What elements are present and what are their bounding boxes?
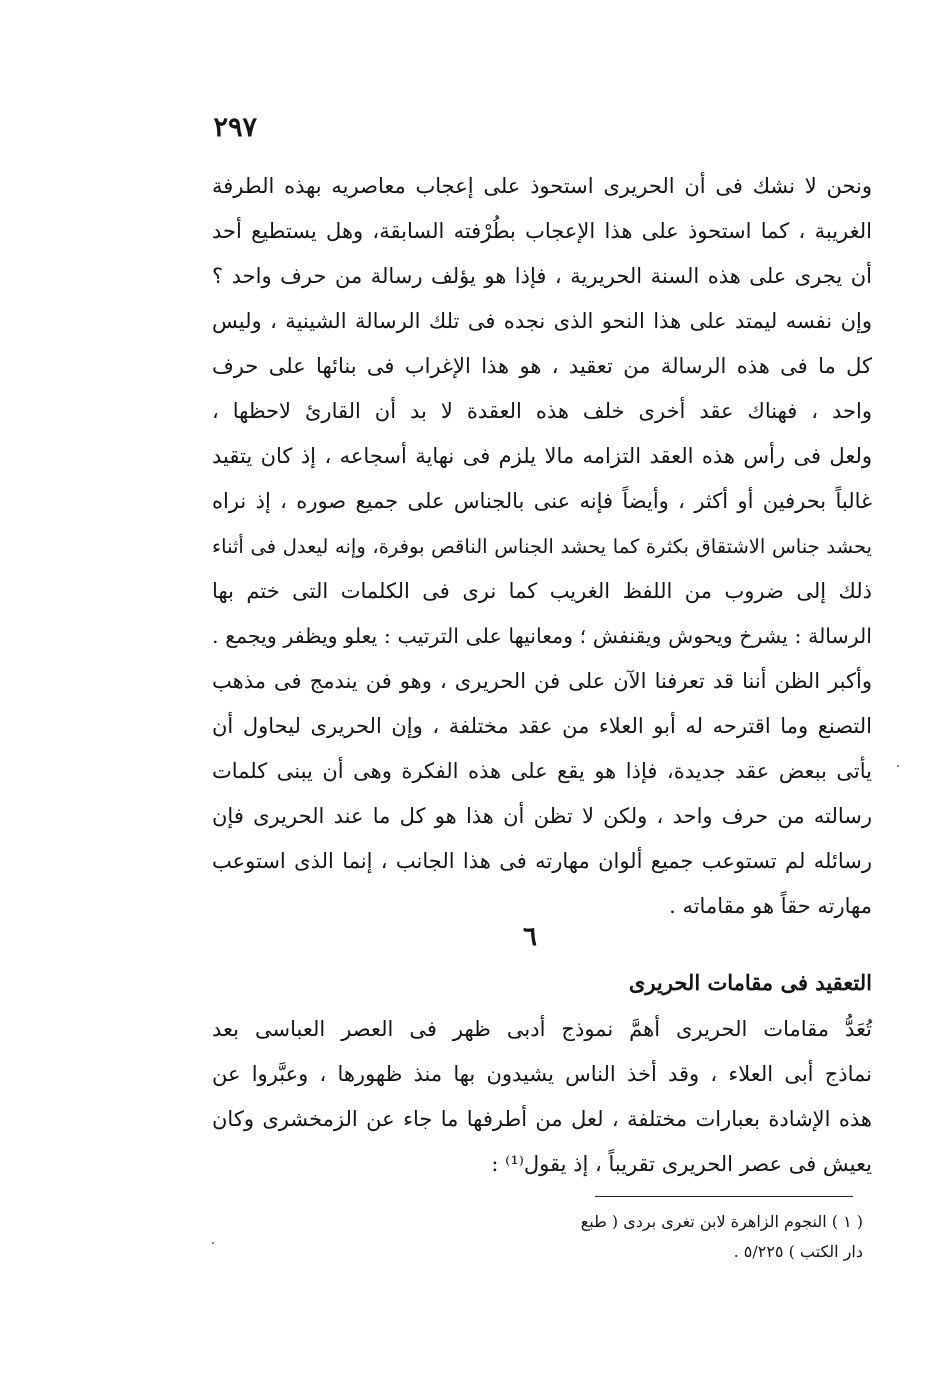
text-line: هذه الإشادة بعبارات مختلفة ، لعل من أطرفها ما جاء عن الزمخشرى وكان — [212, 1107, 872, 1131]
text-line: أن يجرى على هذه السنة الحريرية ، فإذا هو يؤلف رسالة من حرف واحد ؟ — [212, 264, 872, 288]
text-line: وأكبر الظن أننا قد تعرفنا الآن على فن الحريرى ، وهو فن يندمج فى مذهب — [212, 669, 872, 693]
text-line: وإن نفسه ليمتد على هذا النحو الذى نجده فى تلك الرسالة الشينية ، وليس — [212, 309, 872, 333]
page-number: ٢٩٧ — [213, 112, 257, 143]
text-line: ذلك إلى ضروب من اللفظ الغريب كما نرى فى الكلمات التى ختم بها — [212, 579, 872, 603]
paragraph-2 — [212, 1007, 872, 1187]
text-line: يأتى ببعض عقد جديدة، فإذا هو يقع على هذه الفكرة وهى أن يبنى كلمات — [212, 759, 872, 783]
text-line: التصنع وما اقترحه له أبو العلاء من عقد مختلفة ، وإن الحريرى ليحاول أن — [212, 714, 872, 738]
footnote-divider — [595, 1196, 853, 1197]
section-heading: التعقيد فى مقامات الحريرى — [628, 970, 872, 995]
text-line: واحد ، فهناك عقد أخرى خلف هذه العقدة لا بد أن القارئ لاحظها ، — [212, 399, 872, 423]
text-line: كل ما فى هذه الرسالة من تعقيد ، هو هذا الإغراب فى بنائها على حرف — [212, 354, 872, 378]
text-line: غالباً بحرفين أو أكثر ، وأيضاً فإنه عنى بالجناس على جميع صوره ، إذ نراه — [212, 489, 872, 513]
text-line: يعيش فى عصر الحريرى تقريباً ، إذ يقول⁽¹⁾ : — [491, 1152, 872, 1176]
scan-speck — [897, 765, 899, 767]
footnote-line: ( ١ ) النجوم الزاهرة لابن تغرى بردى ( طبع — [580, 1212, 863, 1231]
text-line: الغريبة ، كما استحوذ على هذا الإعجاب بطُرْفته السابقة، وهل يستطيع أحد — [212, 219, 872, 243]
paragraph-1 — [212, 164, 872, 929]
text-line: تُعَدُّ مقامات الحريرى أهمَّ نموذج أدبى ظهر فى العصر العباسى بعد — [212, 1017, 872, 1041]
text-line: ولعل فى رأس هذه العقد التزامه مالا يلزم فى نهاية أسجاعه ، إذ كان يتقيد — [212, 444, 872, 468]
text-line: ونحن لا نشك فى أن الحريرى استحوذ على إعجاب معاصريه بهذه الطرفة — [212, 174, 872, 198]
text-line: نماذج أبى العلاء ، وقد أخذ الناس يشيدون بها منذ ظهورها ، وعبَّروا عن — [212, 1062, 872, 1086]
text-line: مهارته حقاً هو مقاماته . — [669, 894, 872, 918]
scan-speck — [212, 1242, 214, 1244]
text-line: رسالته من حرف واحد ، ولكن لا تظن أن هذا هو كل ما عند الحريرى فإن — [212, 804, 872, 828]
footnote-line: دار الكتب ) ٥/٢٢٥ . — [733, 1242, 863, 1261]
footnote — [563, 1207, 863, 1267]
text-line: الرسالة : يشرخ ويحوش ويقنفش ؛ ومعانيها على الترتيب : يعلو ويظفر ويجمع . — [212, 624, 872, 648]
text-line: يحشد جناس الاشتقاق بكثرة كما يحشد الجناس الناقص بوفرة، وإنه ليعدل فى أثناء — [212, 535, 872, 558]
text-line: رسائله لم تستوعب جميع ألوان مهارته فى هذا الجانب ، إنما الذى استوعب — [212, 849, 872, 873]
section-number: ٦ — [523, 922, 537, 952]
